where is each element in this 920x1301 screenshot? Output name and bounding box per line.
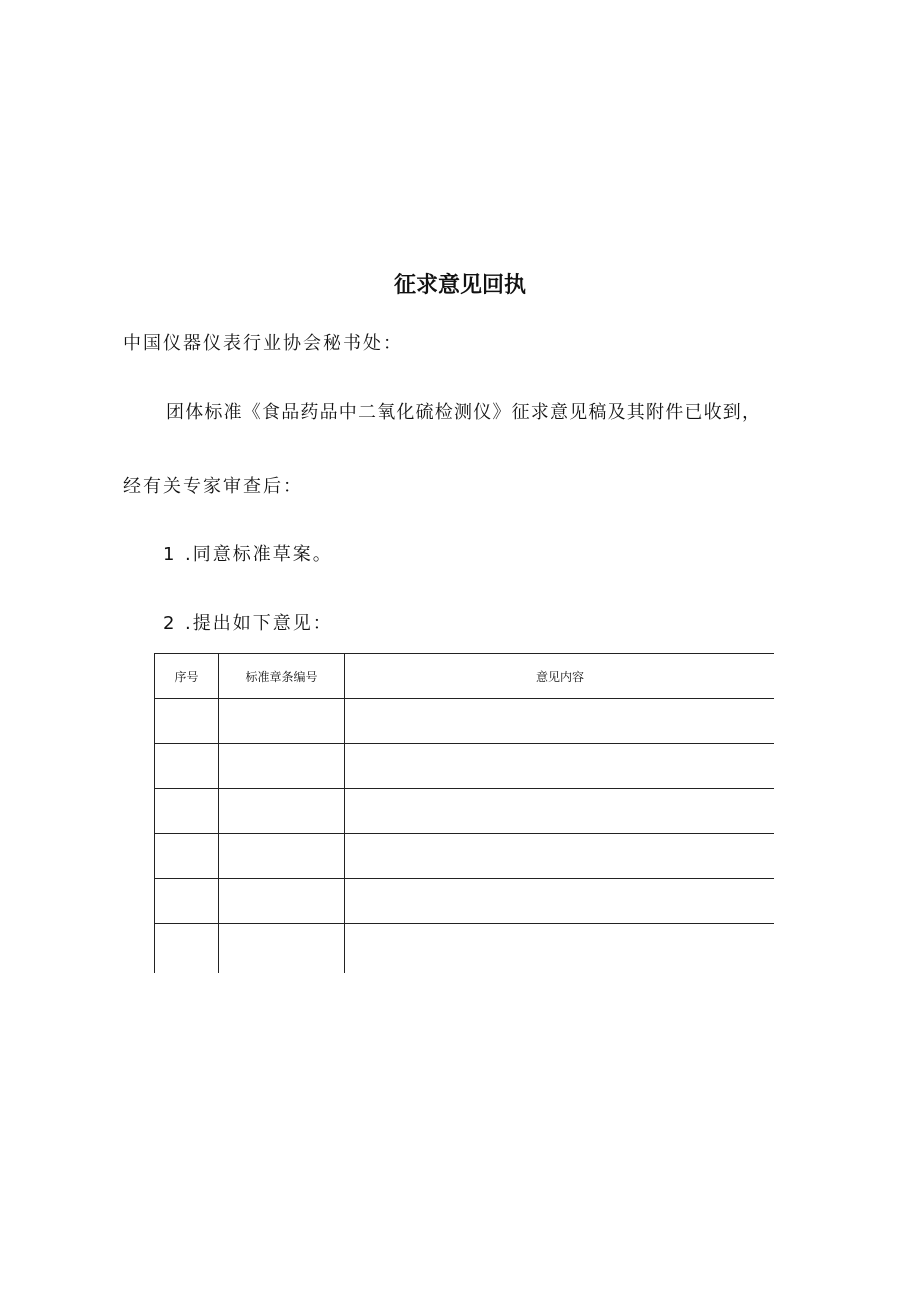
header-comment-content: 意见内容 xyxy=(345,654,775,699)
paragraph-review: 经有关专家审查后： xyxy=(123,476,303,497)
cell-serial[interactable] xyxy=(155,924,219,974)
table-row xyxy=(155,879,775,924)
cell-serial[interactable] xyxy=(155,879,219,924)
item-text: .同意标准草案。 xyxy=(185,544,333,565)
cell-comment[interactable] xyxy=(345,924,775,974)
cell-serial[interactable] xyxy=(155,834,219,879)
cell-serial[interactable] xyxy=(155,699,219,744)
cell-clause-number[interactable] xyxy=(219,834,345,879)
header-clause-number: 标准章条编号 xyxy=(219,654,345,699)
table-row xyxy=(155,834,775,879)
cell-comment[interactable] xyxy=(345,789,775,834)
page-title: 征求意见回执 xyxy=(393,273,526,298)
table-row xyxy=(155,699,775,744)
header-serial: 序号 xyxy=(155,654,219,699)
cell-serial[interactable] xyxy=(155,789,219,834)
item-comments xyxy=(163,609,333,635)
table-row xyxy=(155,789,775,834)
item-agree xyxy=(163,540,333,566)
comments-table-container xyxy=(154,653,774,973)
cell-comment[interactable] xyxy=(345,834,775,879)
cell-clause-number[interactable] xyxy=(219,699,345,744)
cell-comment[interactable] xyxy=(345,699,775,744)
item-number: 1 xyxy=(163,544,175,565)
table-row xyxy=(155,744,775,789)
cell-clause-number[interactable] xyxy=(219,879,345,924)
cell-clause-number[interactable] xyxy=(219,744,345,789)
cell-clause-number[interactable] xyxy=(219,789,345,834)
item-text: .提出如下意见： xyxy=(185,613,333,634)
cell-comment[interactable] xyxy=(345,744,775,789)
addressee: 中国仪器仪表行业协会秘书处： xyxy=(123,333,403,354)
item-number: 2 xyxy=(163,613,175,634)
comments-table xyxy=(154,653,774,973)
paragraph-received: 团体标准《食品药品中二氧化硫检测仪》征求意见稿及其附件已收到， xyxy=(166,402,762,423)
cell-clause-number[interactable] xyxy=(219,924,345,974)
cell-serial[interactable] xyxy=(155,744,219,789)
table-header-row xyxy=(155,654,775,699)
cell-comment[interactable] xyxy=(345,879,775,924)
table-row xyxy=(155,924,775,974)
